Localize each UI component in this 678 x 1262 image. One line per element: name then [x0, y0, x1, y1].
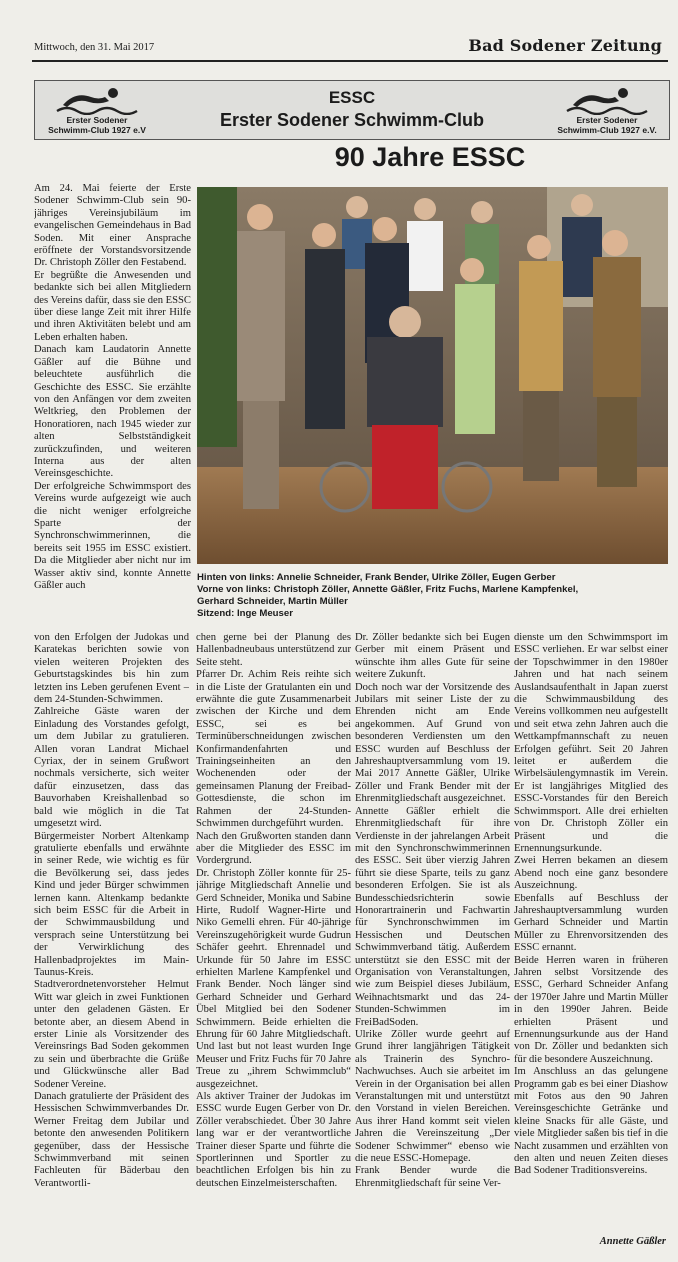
- issue-date: Mittwoch, den 31. Mai 2017: [34, 42, 155, 53]
- paragraph: Bürgermeister Norbert Altenkamp gratulierte ebenfalls und erwähnte in seiner Rede, wie wichtig es für die Bevölkerung sei, dass jedes Kind und jeder Bürger schwimmen lernen kann. Altenkamp bedankte sich beim ESSC für die Arbeit in der Schwimmausbildung und versprach seine Unterstützung bei der Verwirklichung des Hallenbadprojektes im Main-Taunus-Kreis.: [34, 830, 189, 978]
- article-headline: 90 Jahre ESSC: [334, 142, 526, 172]
- caption-front-row: Vorne von links: Christoph Zöller, Annette Gäßler, Fritz Fuchs, Marlene Kampfenkel,: [197, 584, 579, 595]
- caption-seated: Sitzend: Inge Meuser: [197, 608, 293, 619]
- header-rule: [32, 60, 668, 62]
- paragraph: Ebenfalls auf Beschluss der Jahreshauptversammlung wurden Gerhard Schneider und Martin Müller zu Ehrenvorsitzenden des ESSC ernannt.: [514, 892, 668, 954]
- paragraph: Als aktiver Trainer der Judokas im ESSC wurde Eugen Gerber von Dr. Zöller verabschiedet. Über 30 Jahre lang war er der verantwortliche Trainer dieser Sparte und führte die Sportlerinnen und Sportler zu beachtlichen Erfolgen bis hin zu deutschen Einzelmeisterschaften.: [196, 1091, 351, 1189]
- paragraph: von den Erfolgen der Judokas und Karatekas berichten sowie von vielen weiteren Projekten des Geburtstagskindes bis hin zum letzten ins Leben gerufenen Event – dem 24-Stunden-Schwimmen.: [34, 632, 189, 706]
- paragraph: Ulrike Zöller wurde geehrt auf Grund ihrer langjährigen Tätigkeit als Trainerin des Synchro-Nachwuchses. Auch sie arbeitet im Verein in der Organisation bei allen Veranstaltungen mit und unterstützt den Vorstand in vielen Bereichen. Aus ihrer Hand kommt seit vielen Jahren die Vereinszeitung „Der Sodener Schwimmer“ ebenso wie die neue ESSC-Homepage.: [355, 1029, 510, 1165]
- paragraph: Zahlreiche Gäste waren der Einladung des Vorstandes gefolgt, um dem Jubilar zu gratulieren. Allen voran Landrat Michael Cyriax, der in seinem Grußwort nochmals versicherte, sich weiter dafür einzusetzen, dass das Bauvorhaben Kreishallenbad so bald wie möglich in die Tat umgesetzt wird.: [34, 706, 189, 830]
- paragraph: Pfarrer Dr. Achim Reis reihte sich in die Liste der Gratulanten ein und erwähnte die gute Zusammenarbeit zwischen der Kirche und dem ESSC, sei es bei Terminüberschneidungen zwischen Konfirmandenfahrten und Trainingseinheiten an den Wochenenden oder der gemeinsamen Planung der Freibad-Gottesdienste, die schon im Rahmen der 24-Stunden-Schwimmen durchgeführt wurden.: [196, 669, 351, 830]
- caption-front-row-cont: Gerhard Schneider, Martin Müller: [197, 596, 348, 607]
- intro-paragraph: Er begrüßte die Anwesenden und bedankte sich bei allen Mitgliedern des Vereins dafür, dass sie den ESSC über diese lange Zeit mit ihrer Hilfe und ihren Aktivitäten belebt und am Leben erhalten haben.: [34, 269, 191, 343]
- paragraph: Doch noch war der Vorsitzende des Jubilars mit seiner Liste der zu Ehrenden nicht am Ende angekommen. Auf Grund von besonderen Verdiensten um den ESSC wurden auf Beschluss der Jahreshauptversammlung vom 19. Mai 2017 Annette Gäßler, Ulrike Zöller und Frank Bender mit der Ehrenmitgliedschaft ausgezeichnet.: [355, 681, 510, 805]
- intro-paragraph: Danach kam Laudatorin Annette Gäßler auf die Bühne und beleuchtete ausführlich die Geschichte des ESSC. Sie erzählte von den Anfängen vor dem zweiten Weltkrieg, den Problemen der Honoratioren, nach 1945 wieder zur alten Selbstständigkeit zurückzufinden, und weiteren Interna aus der alten Vereinsgeschichte.: [34, 344, 191, 480]
- club-banner: [34, 80, 670, 140]
- caption-back-row: Hinten von links: Annelie Schneider, Frank Bender, Ulrike Zöller, Eugen Gerber: [197, 572, 556, 583]
- paragraph: Dr. Zöller bedankte sich bei Eugen Gerber mit einem Präsent und wünschte ihm alles Gute für seine weitere Zukunft.: [355, 632, 510, 681]
- article-author: Annette Gäßler: [599, 1236, 666, 1247]
- logo-right-line2: Schwimm-Club 1927 e.V.: [557, 125, 657, 135]
- group-photo: [197, 187, 668, 564]
- paragraph: Zwei Herren bekamen an diesem Abend noch eine ganz besondere Auszeichnung.: [514, 855, 668, 892]
- swimmer-logo-icon: [565, 85, 649, 115]
- intro-paragraph: Am 24. Mai feierte der Erste Sodener Schwimm-Club sein 90-jähriges Vereinsjubiläum im evangelischen Gemeindehaus in Bad Soden. Mit einer Ansprache eröffnete der Vorstandsvorsitzende Dr. Christoph Zöller den Festabend.: [34, 183, 191, 269]
- paragraph: Danach gratulierte der Präsident des Hessischen Schwimmverbandes Dr. Werner Freitag dem Jubilar und betonte den anwesenden Politikern gegenüber, dass der Hessische Schwimmverband mit seinen Fachleuten für Bäderbau den Verantwortli-: [34, 1091, 189, 1189]
- banner-club-name: Erster Sodener Schwimm-Club: [219, 110, 485, 130]
- logo-left-line1: Erster Sodener: [66, 115, 128, 125]
- paragraph: Stadtverordnetenvorsteher Helmut Witt war gleich in zwei Funktionen unter den geladenen Gästen. Er betonte aber, an diesem Abend in erster Linie als Vorsitzender des Vereinsrings Bad Soden gekommen zu sein und überbrachte die Grüße und Glückwünsche aller Bad Sodener Vereine.: [34, 979, 189, 1090]
- photo-caption: [197, 572, 668, 620]
- paragraph: Annette Gäßler erhielt die Ehrenmitgliedschaft für ihre Verdienste in der jahrelangen Arbeit mit den Synchronschwimmerinnen des ESSC. Seit über vierzig Jahren führt sie diese Sparte, teils zu ganz besonderen Erfolgen. Sie ist als Bundesschiedsrichterin sowie Honorartrainerin und Fachwartin für Synchronschwimmen im Hessischen und Deutschen Schwimmverband tätig. Außerdem unterstützt sie den ESSC mit der Organisation von Veranstaltungen, wie zum Beispiel dieses Jubiläum, Weihnachtsmarkt und das 24-Stunden-Schwimmen im FreiBadSoden.: [355, 805, 510, 1028]
- paragraph: chen gerne bei der Planung des Hallenbadneubaus unterstützend zur Seite steht.: [196, 632, 351, 668]
- banner-abbreviation: ESSC: [328, 88, 376, 107]
- article-column-2: [196, 632, 351, 1248]
- paragraph: Im Anschluss an das gelungene Programm gab es bei einer Diashow mit Fotos aus den 90 Jahren Vereinsgeschichte Getränke und kleine Snacks für alle Gäste, und viele Mitglieder saßen bis tief in die Nacht zusammen und erzählten von den alten und neuen Zeiten dieses Bad Sodener Traditionsvereins.: [514, 1066, 668, 1177]
- paragraph: Dr. Christoph Zöller konnte für 25-jährige Mitgliedschaft Annelie und Gerd Schneider, Monika und Sabine Hirte, Rudolf Wagner-Hirte und Niko Gemelli ehren. Für 40-jährige Vereinszugehörigkeit wurde Gudrun Schäfer geehrt. Ehrennadel und Urkunde für 50 Jahre im ESSC erhielten Marlene Kampfenkel und Frank Bender. Noch länger sind Gerhard Schneider und Gerhard Übel Mitglied bei den Sodener Schwimmern. Beide erhielten die Ehrung für 60 Jahre Mitgliedschaft. Und last but not least wurden Inge Meuser und Fritz Fuchs für 70 Jahre Treue zu „ihrem Schwimmclub“ ausgezeichnet.: [196, 867, 351, 1090]
- paragraph: Nach den Grußworten standen dann aber die Mitglieder des ESSC im Vordergrund.: [196, 830, 351, 867]
- club-logo-right: [551, 85, 663, 135]
- logo-left-line2: Schwimm-Club 1927 e.V: [48, 125, 146, 135]
- paragraph: dienste um den Schwimmsport im ESSC verliehen. Er war selbst einer der Topschwimmer in den 1980er Jahren und hat nach seinem Auslandsaufenthalt in Japan zuerst die Schwimmausbildung des Vereins vollkommen neu aufgestellt und seit etwa zehn Jahren auch die Wettkampfmannschaft zu neuen Erfolgen geführt. Seit 20 Jahren leitet er außerdem die Wirbelsäulengymnastik im Verein. Er ist langjähriges Mitglied des ESSC-Vorstandes für den Bereich Schwimmsport. Alle drei erhielten von Dr. Christoph Zöller ein Präsent und die Ernennungsurkunde.: [514, 632, 668, 854]
- group-photo-illustration: [197, 187, 668, 564]
- logo-right-line1: Erster Sodener: [576, 115, 638, 125]
- article-column-1: [34, 632, 189, 1248]
- intro-paragraph: Der erfolgreiche Schwimmsport des Vereins wurde aufgezeigt wie auch die nicht weniger erfolgreiche Sparte der Synchronschwimmerinnen, die bereits seit 1955 im ESSC existiert. Da die Mitglieder aber nicht nur im Wasser aktiv sind, konnte Annette Gäßler auch: [34, 480, 191, 591]
- newspaper-masthead: Bad Sodener Zeitung: [468, 36, 662, 55]
- paragraph: Frank Bender wurde die Ehrenmitgliedschaft für seine Ver-: [355, 1165, 510, 1189]
- article-column-4: [514, 632, 668, 1248]
- article-column-3: [355, 632, 510, 1248]
- paragraph: Beide Herren waren in früheren Jahren selbst Vorsitzende des ESSC, Gerhard Schneider Anfang der 1970er Jahre und Martin Müller in den 1990er Jahren. Beide erhielten Präsent und Ernennungsurkunde aus der Hand von Dr. Zöller und bedankten sich für die besondere Auszeichnung.: [514, 954, 668, 1065]
- article-intro: [34, 183, 191, 629]
